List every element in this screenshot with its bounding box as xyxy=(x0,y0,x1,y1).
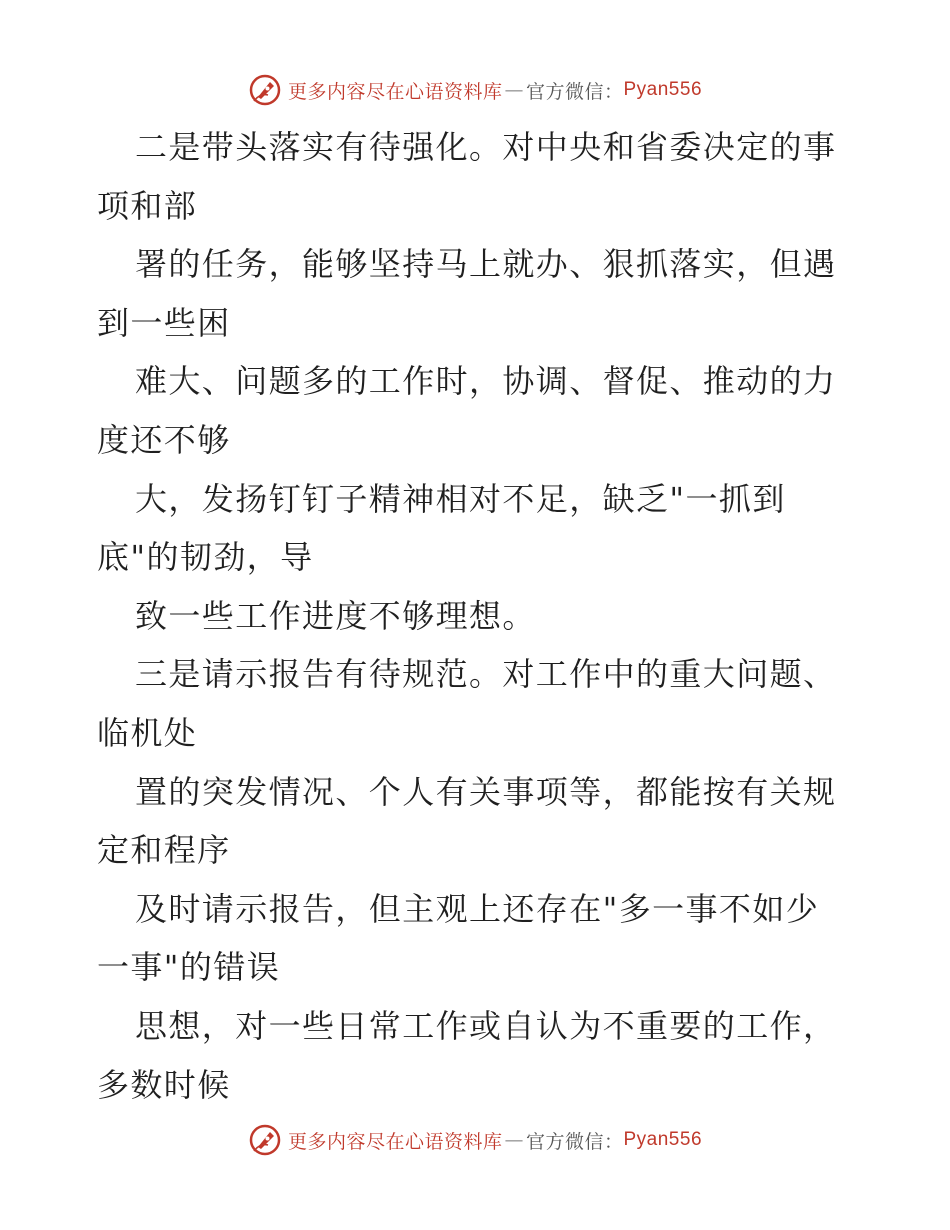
paragraph-line: 大，发扬钉钉子精神相对不足，缺乏"一抓到 xyxy=(135,479,786,518)
paragraph-line: 及时请示报告，但主观上还存在"多一事不如少 xyxy=(135,889,820,928)
banner-dash: — xyxy=(504,79,524,101)
header-watermark-banner xyxy=(0,70,950,110)
paragraph-line: 置的突发情况、个人有关事项等，都能按有关规 xyxy=(135,772,837,811)
pen-nib-circle-icon xyxy=(248,73,282,107)
paragraph-line: 致一些工作进度不够理想。 xyxy=(135,596,536,635)
paragraph-line: 署的任务，能够坚持马上就办、狠抓落实，但遇 xyxy=(135,245,837,284)
paragraph-line: 度还不够 xyxy=(97,420,231,459)
paragraph-line: 三是请示报告有待规范。对工作中的重大问题、 xyxy=(135,655,837,694)
paragraph-line: 项和部 xyxy=(97,186,198,225)
paragraph-line: 二是带头落实有待强化。对中央和省委决定的事 xyxy=(135,128,837,166)
banner-wechat-label: 官方微信： xyxy=(525,1130,624,1153)
paragraph-line: 多数时候 xyxy=(97,1065,231,1104)
paragraph-line: 到一些困 xyxy=(97,303,231,342)
paragraph-line: 底"的韧劲，导 xyxy=(97,538,314,577)
banner-wechat-label: 官方微信： xyxy=(525,80,624,103)
banner-dash: — xyxy=(504,1129,524,1151)
footer-watermark-banner xyxy=(0,1120,950,1160)
banner-main-text: 更多内容尽在心语资料库 xyxy=(287,1130,503,1153)
paragraph-line: 难大、问题多的工作时，协调、督促、推动的力 xyxy=(135,362,837,401)
banner-wechat-id: Pyan556 xyxy=(623,1129,703,1150)
banner-wechat-id: Pyan556 xyxy=(623,79,703,100)
paragraph-line: 定和程序 xyxy=(97,831,231,870)
pen-nib-circle-icon xyxy=(248,1123,282,1157)
document-body xyxy=(97,118,867,1114)
paragraph-line: 临机处 xyxy=(97,713,198,752)
banner-main-text: 更多内容尽在心语资料库 xyxy=(287,80,503,103)
paragraph-line: 一事"的错误 xyxy=(97,948,281,987)
paragraph-line: 思想，对一些日常工作或自认为不重要的工作， xyxy=(135,1006,837,1045)
